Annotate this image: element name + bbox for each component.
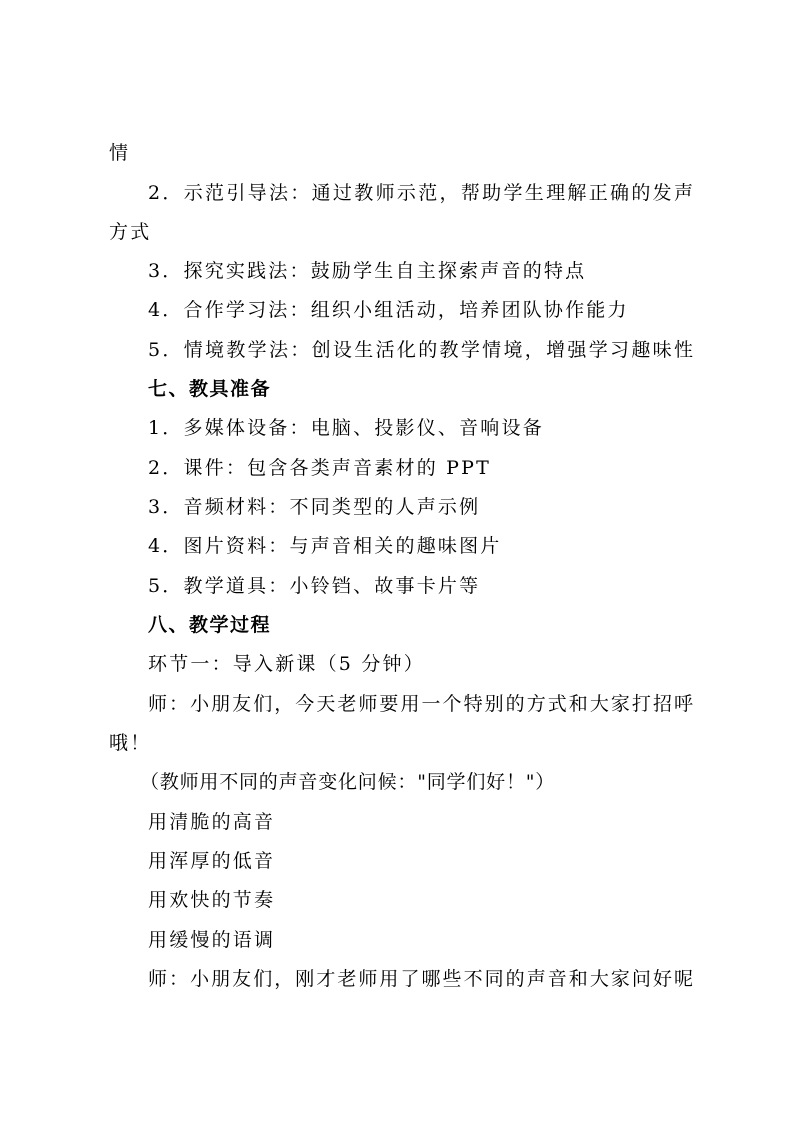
text-line: 2．示范引导法：通过教师示范，帮助学生理解正确的发声 [148,182,693,204]
text-line: 用浑厚的低音 [148,850,276,872]
text-line: 情 [109,142,131,164]
text-line: 3．探究实践法：鼓励学生自主探索声音的特点 [148,260,587,282]
text-line: 4．合作学习法：组织小组活动，培养团队协作能力 [148,299,629,321]
text-line: 环节一：导入新课（5 分钟） [148,653,425,675]
text-line: 1．多媒体设备：电脑、投影仪、音响设备 [148,417,544,439]
text-line: （教师用不同的声音变化问候："同学们好！"） [140,771,556,793]
text-line: 4．图片资料：与声音相关的趣味图片 [148,535,502,557]
text-line: 方式 [109,221,152,243]
text-line: 师：小朋友们，今天老师要用一个特别的方式和大家打招呼 [148,693,693,715]
text-line: 5．情境教学法：创设生活化的教学情境，增强学习趣味性 [148,339,693,361]
text-line: 3．音频材料：不同类型的人声示例 [148,496,481,518]
text-line: 用缓慢的语调 [148,929,276,951]
text-line: 用清脆的高音 [148,811,276,833]
text-line: 师：小朋友们，刚才老师用了哪些不同的声音和大家问好呢 [148,968,693,990]
section-heading: 七、教具准备 [148,378,272,400]
text-line: 5．教学道具：小铃铛、故事卡片等 [148,575,481,597]
text-line: 2．课件：包含各类声音素材的 PPT [148,457,491,479]
section-heading: 八、教学过程 [148,614,272,636]
text-line: 用欢快的节奏 [148,889,276,911]
text-line: 哦！ [109,732,152,754]
